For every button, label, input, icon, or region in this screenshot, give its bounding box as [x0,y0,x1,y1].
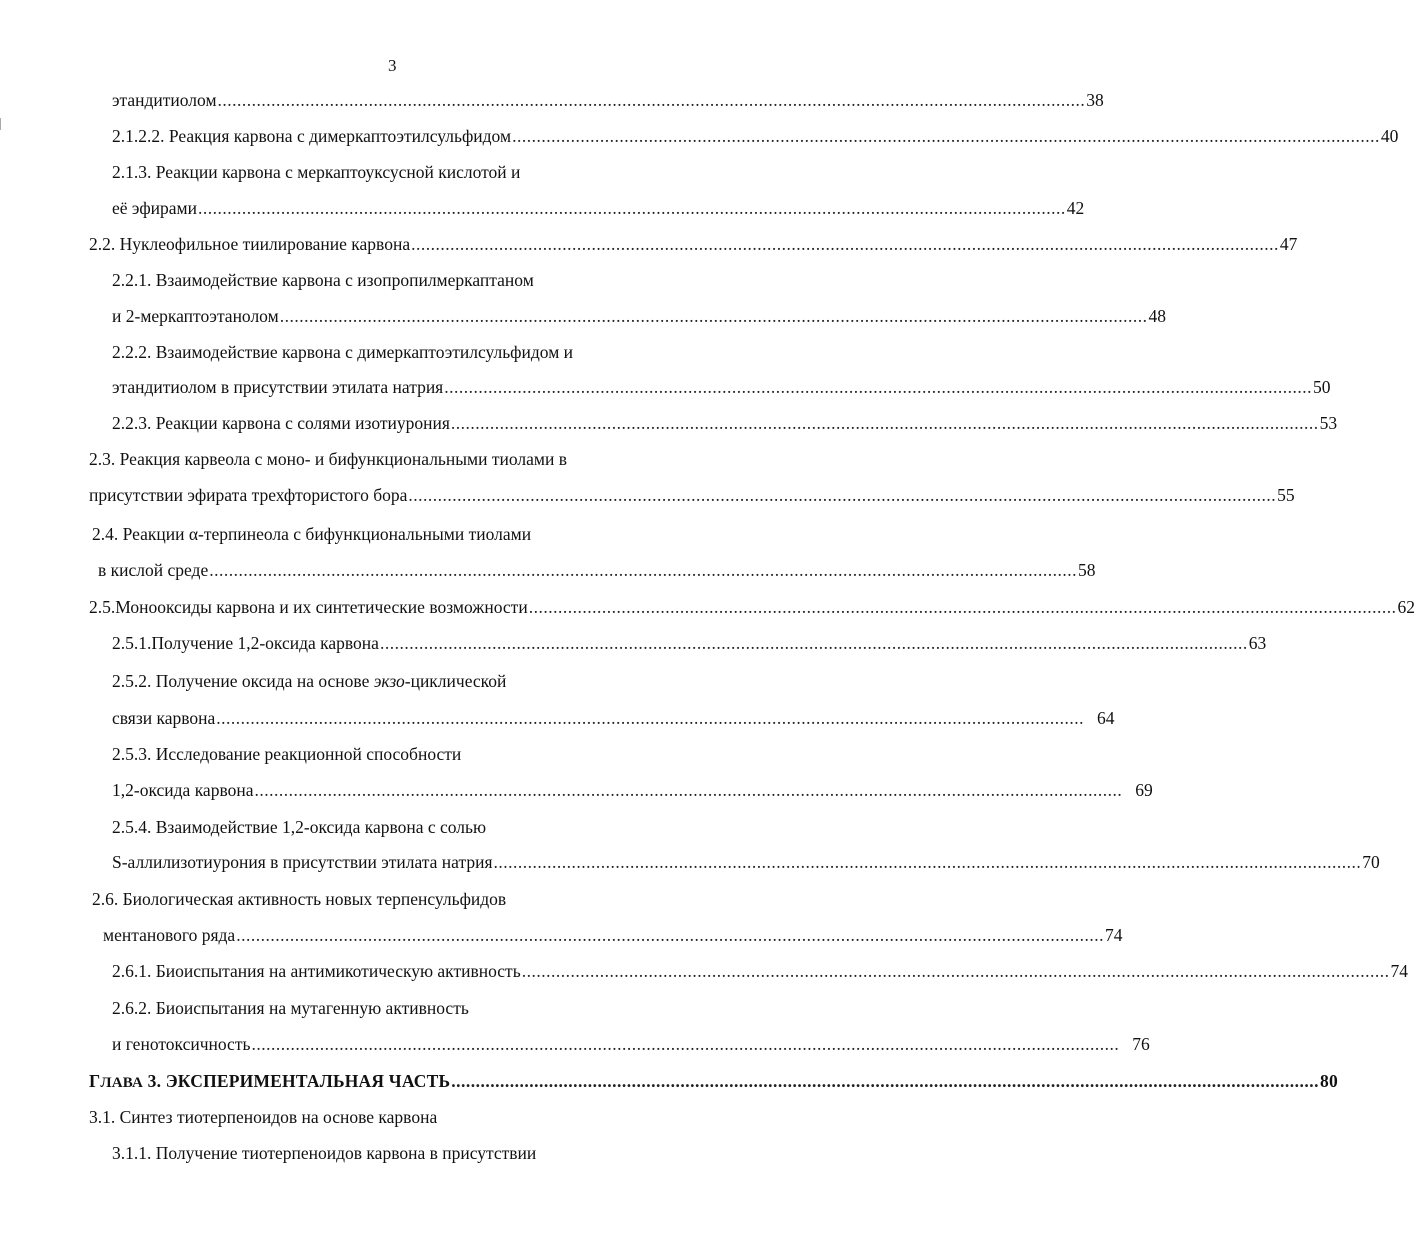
toc-entry-title: 1,2-оксида карвона [112,780,254,800]
toc-leader-dots: .................................................................................................................................................................................. [512,126,1380,146]
toc-entry-title: 2.2.1. Взаимодействие карвона с изопропилмеркаптаном [112,270,534,290]
toc-entry [112,411,1338,435]
toc-entry [92,522,734,546]
toc-leader-dots: .................................................................................................................................................................................. [216,708,1085,728]
toc-entry-title: 3.1. Синтез тиотерпеноидов на основе карвона [89,1107,438,1127]
toc-entry-title: присутствии эфирата трехфтористого бора [89,485,408,505]
toc-entry-title: 3.1.1. Получение тиотерпеноидов карвона в присутствии [112,1143,537,1163]
toc-entry-title: 2.5.4. Взаимодействие 1,2-оксида карвона с солью [112,817,487,837]
toc-leader-dots: .................................................................................................................................................................................. [217,90,1086,110]
toc-leader-dots: .................................................................................................................................................................................. [197,198,1066,218]
toc-entry-page: 47 [1279,234,1298,254]
toc-entry-title: 2.1.2.2. Реакция карвона с димеркаптоэтилсульфидом [112,126,512,146]
toc-entry [112,815,734,839]
toc-entry-title: 2.2.2. Взаимодействие карвона с димеркаптоэтилсульфидом и [112,342,574,362]
toc-entry-title: 2.6. Биологическая активность новых терпенсульфидов [92,889,507,909]
toc-entry [112,268,734,292]
toc-entry-page: 63 [1248,633,1267,653]
toc-entry-page: 62 [1397,597,1415,617]
toc-entry-title: и генотоксичность [112,1034,251,1054]
chapter-title [89,1069,450,1095]
toc-entry-page: 48 [1148,306,1166,326]
toc-entry-page: 69 [1135,780,1153,800]
toc-entry-page: 64 [1097,708,1115,728]
toc-leader-dots: .................................................................................................................................................................................. [451,1071,1320,1091]
toc-entry-title: в кислой среде [98,560,209,580]
toc-entry-page: 58 [1077,560,1096,580]
toc-entry-page: 53 [1319,413,1338,433]
toc-entry-page: 80 [1320,1071,1338,1091]
toc-entry [112,160,734,184]
toc-leader-dots: .................................................................................................................................................................................. [411,234,1279,254]
toc-entry-title-end: -циклической [404,671,507,691]
toc-entry [112,778,1153,802]
toc-leader-dots: .................................................................................................................................................................................. [379,633,1248,653]
toc-entry [112,706,1115,730]
toc-entry [98,558,1096,582]
chapter-title-smallcaps: ЛАВА [100,1075,144,1091]
toc-entry-title: S-аллилизотиурония в присутствии этилата натрия [112,852,493,872]
toc-entry [112,669,734,693]
scan-margin-mark [0,118,7,130]
toc-entry-page: 55 [1277,485,1295,505]
toc-entry-page: 76 [1132,1034,1150,1054]
toc-entry [112,742,734,766]
toc-entry [112,631,1267,655]
toc-leader-dots: .................................................................................................................................................................................. [493,852,1362,872]
toc-entry-page: 40 [1380,126,1399,146]
toc-leader-dots: .................................................................................................................................................................................. [209,560,1077,580]
toc-entry [89,232,1298,256]
toc-entry [112,996,734,1020]
toc-leader-dots: .................................................................................................................................................................................. [521,961,1390,981]
toc-leader-dots: .................................................................................................................................................................................. [279,306,1148,326]
toc-entry-title: 2.5.1.Получение 1,2-оксида карвона [112,633,379,653]
toc-leader-dots: .................................................................................................................................................................................. [254,780,1123,800]
chapter-title-rest: 3. ЭКСПЕРИМЕНТАЛЬНАЯ ЧАСТЬ [143,1071,451,1091]
toc-entry-title: ментанового ряда [103,925,236,945]
toc-entry-title: 2.4. Реакции α-терпинеола с бифункциональными тиолами [92,524,532,544]
toc-leader-dots: .................................................................................................................................................................................. [236,925,1104,945]
toc-entry-title: этандитиолом в присутствии этилата натрия [112,377,444,397]
toc-entry-title: 2.2.3. Реакции карвона с солями изотиурония [112,413,450,433]
toc-entry-title: и 2-меркаптоэтанолом [112,306,279,326]
toc-entry [112,375,1331,399]
chapter-title-cap: Г [89,1071,101,1091]
toc-entry-page: 74 [1390,961,1408,981]
toc-entry-title: связи карвона [112,708,216,728]
toc-entry [112,1141,734,1165]
toc-entry [92,887,734,911]
toc-entry [89,595,1415,619]
toc-entry [112,304,1166,328]
toc-entry [103,923,1123,947]
toc-entry-title: 2.5.Монооксиды карвона и их синтетические возможности [89,597,528,617]
toc-leader-dots: .................................................................................................................................................................................. [408,485,1277,505]
toc-entry [89,483,1295,507]
toc-entry-title-italic: экзо [373,671,405,691]
toc-entry-title: этандитиолом [112,90,217,110]
toc-leader-dots: .................................................................................................................................................................................. [251,1034,1120,1054]
toc-entry-title: её эфирами [112,198,197,218]
toc-entry-title: 2.3. Реакция карвеола с моно- и бифункциональными тиолами в [89,449,567,469]
toc-chapter-heading [89,1069,1338,1093]
toc-entry [89,447,734,471]
toc-entry-page: 42 [1066,198,1085,218]
toc-entry [112,124,1399,148]
toc-entry-title: 2.2. Нуклеофильное тиилирование карвона [89,234,411,254]
toc-entry-page: 50 [1313,377,1331,397]
toc-entry-page: 74 [1104,925,1123,945]
toc-entry [112,959,1408,983]
toc-entry [112,850,1380,874]
toc-entry [112,1032,1150,1056]
toc-entry [112,196,1085,220]
toc-entry-title-start: 2.5.2. Получение оксида на основе [112,671,374,691]
toc-entry-title: 2.6.2. Биоиспытания на мутагенную активность [112,998,469,1018]
toc-entry [112,340,734,364]
page-number: 3 [388,56,397,75]
toc-entry-page: 38 [1086,90,1104,110]
toc-leader-dots: .................................................................................................................................................................................. [450,413,1319,433]
toc-entry-title: 2.6.1. Биоиспытания на антимикотическую активность [112,961,521,981]
toc-entry-title: 2.1.3. Реакции карвона с меркаптоуксусной кислотой и [112,162,521,182]
toc-entry [89,1105,734,1129]
toc-leader-dots: .................................................................................................................................................................................. [528,597,1397,617]
toc-entry [112,88,1104,112]
toc-leader-dots: .................................................................................................................................................................................. [444,377,1312,397]
toc-entry-page: 70 [1362,852,1380,872]
toc-entry-title: 2.5.3. Исследование реакционной способности [112,744,462,764]
